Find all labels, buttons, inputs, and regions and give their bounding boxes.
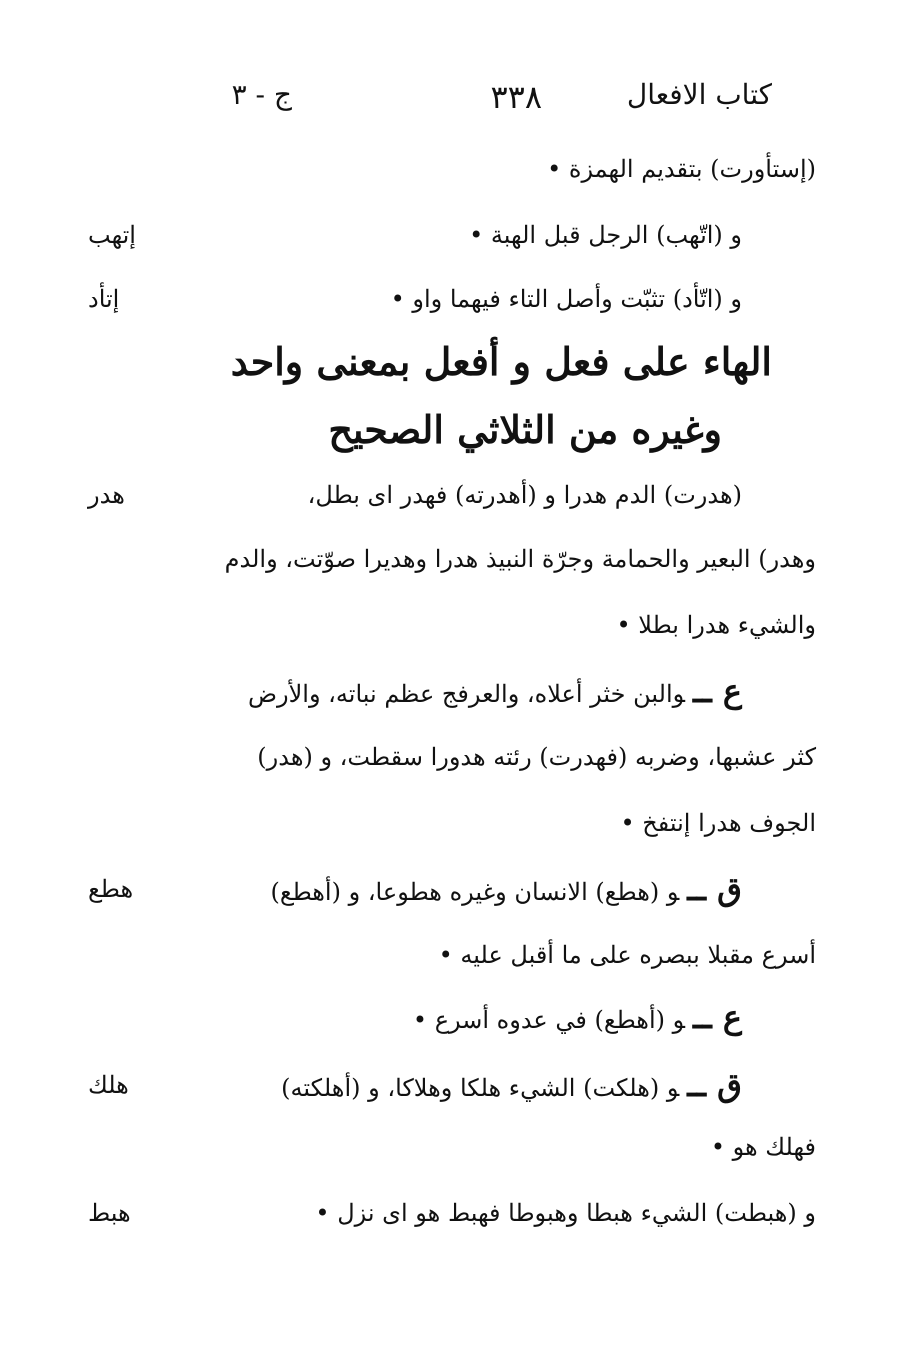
text-line: (إستأورت) بتقديم الهمزة •: [547, 155, 816, 183]
text-run: والبن خثر أعلاه، والعرفج عظم نباته، والأرض: [247, 680, 686, 708]
text-line: [182, 1068, 742, 1105]
text-line: والشيء هدرا بطلا •: [616, 611, 816, 639]
margin-entry: هلك: [88, 1071, 129, 1099]
margin-entry: هطع: [88, 875, 134, 903]
text-line: وهدر) البعير والحمامة وجرّة النبيذ هدرا وهديرا صوّتت، والدم: [224, 545, 816, 573]
volume-label: ج - ٣: [231, 78, 292, 111]
book-title: كتاب الافعال: [626, 78, 772, 111]
text-line: فهلك هو •: [710, 1133, 816, 1161]
text-line: و (اتّأد) تثبّت وأصل التاء فيهما واو •: [390, 285, 742, 313]
text-line: الجوف هدرا إنتفخ •: [620, 809, 816, 837]
entry-marker: ق ــ: [687, 870, 742, 908]
text-run: و (هلكت) الشيء هلكا وهلاكا، و (أهلكته): [281, 1074, 680, 1102]
page-number: ٣٣٨: [490, 78, 542, 116]
text-line: [182, 1000, 742, 1037]
text-line: (هدرت) الدم هدرا و (أهدرته) فهدر اى بطل،: [307, 481, 742, 509]
text-line: و (هبطت) الشيء هبطا وهبوطا فهبط هو اى نزل •: [315, 1199, 816, 1227]
margin-entry: هدر: [88, 481, 125, 509]
text-line: أسرع مقبلا ببصره على ما أقبل عليه •: [438, 941, 816, 969]
entry-marker: ق ــ: [687, 1066, 742, 1104]
entry-marker: ع ــ: [693, 672, 742, 710]
text-run: و (هطع) الانسان وغيره هطوعا، و (أهطع): [270, 878, 680, 906]
text-run: و (أهطع) في عدوه أسرع •: [412, 1006, 686, 1034]
section-heading-line-2: وغيره من الثلاثي الصحيح: [328, 407, 722, 452]
entry-marker: ع ــ: [693, 998, 742, 1036]
margin-entry: هبط: [88, 1199, 131, 1227]
section-heading-line-1: الهاء على فعل و أفعل بمعنى واحد: [230, 339, 772, 384]
margin-entry: إتهب: [88, 221, 136, 249]
text-line: و (اتّهب) الرجل قبل الهبة •: [469, 221, 742, 249]
margin-entry: إتأد: [88, 285, 120, 313]
text-line: [182, 872, 742, 909]
text-line: [182, 674, 742, 711]
text-line: كثر عشبها، وضربه (فهدرت) رئته هدورا سقطت، و (هدر): [257, 743, 816, 771]
